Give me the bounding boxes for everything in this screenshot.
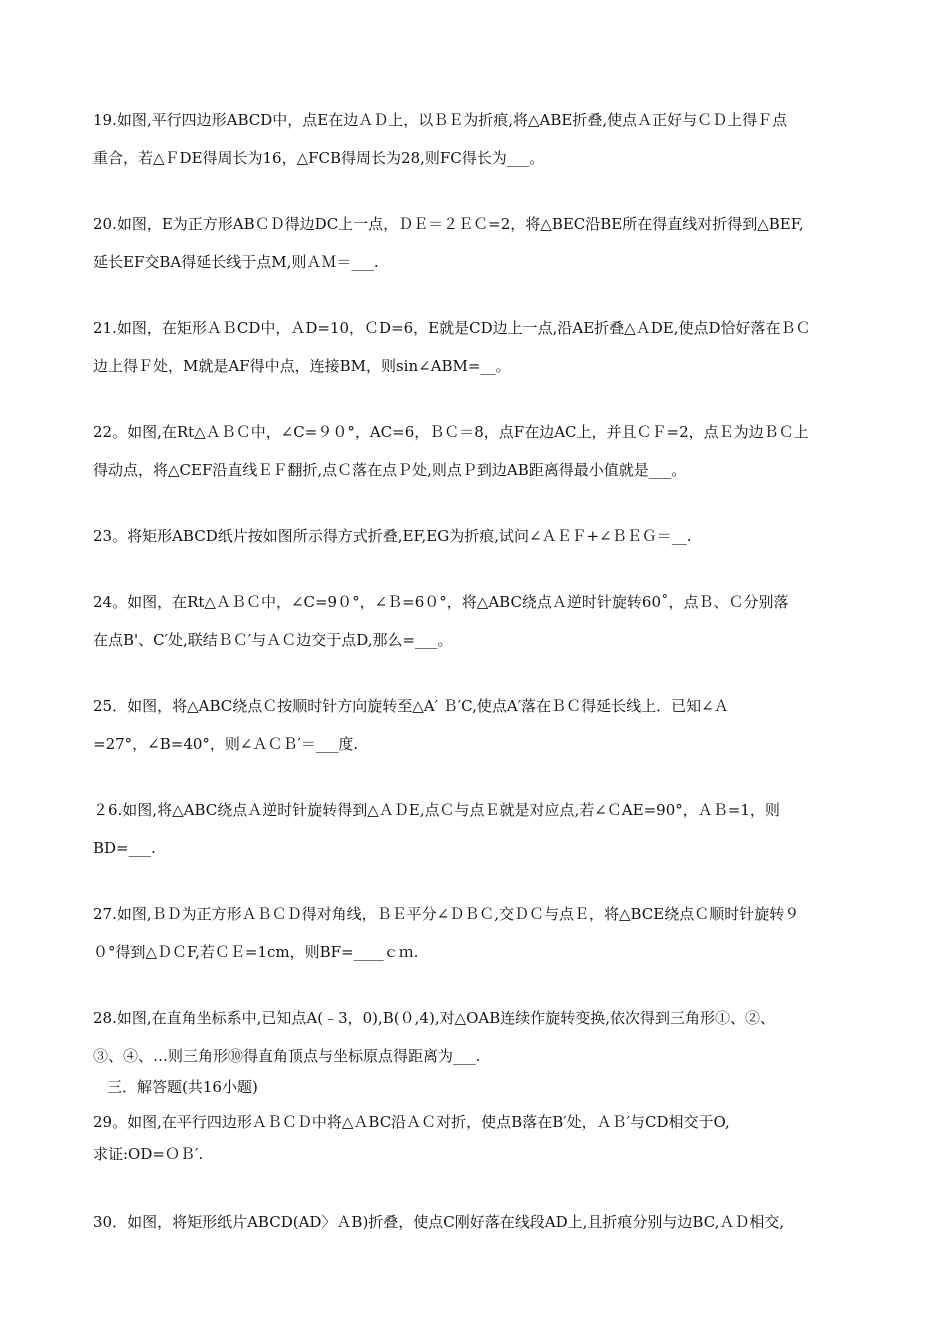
question-30-line-1: 30．如图，将矩形纸片ABCD(AD〉ＡB)折叠，使点C刚好落在线段AD上,且折痕分别与边BC,ＡＤ相交, [93,1213,785,1231]
question-21-line-2: 边上得Ｆ处，M就是AF得中点，连接BM，则sin∠ABM=__。 [93,357,511,375]
question-20-line-1: 20.如图，E为正方形ABＣＤ得边DC上一点，ＤＥ＝２ＥＣ=2，将△BEC沿BE所在得直线对折得到△BEF, [93,215,804,233]
question-25-line-1: 25．如图，将△ABC绕点Ｃ按顺时针方向旋转至△A′ Ｂ′C,使点A′落在ＢＣ得延长线上．已知∠Ａ [93,697,729,715]
question-19-line-1: 19.如图,平行四边形ABCD中，点E在边ＡＤ上，以ＢＥ为折痕,将△ABE折叠,使点Ａ正好与ＣＤ上得Ｆ点 [93,111,788,129]
section-heading: 三．解答题(共16小题) [107,1078,258,1096]
question-22-line-1: 22。如图,在Rt△ＡＢＣ中，∠C=９０°，AC=6，ＢＣ＝8，点F在边AC上，并且ＣＦ=2，点Ｅ为边ＢＣ上 [93,423,809,441]
question-27-line-1: 27.如图,ＢＤ为正方形ＡＢＣＤ得对角线，ＢＥ平分∠ＤＢＣ,交ＤＣ与点Ｅ，将△BCE绕点Ｃ顺时针旋转９ [93,905,800,923]
question-25-line-2: =27°，∠B=40°，则∠ＡＣＢ′＝___度. [93,735,359,753]
question-28-line-2: ③、④、…则三角形⑩得直角顶点与坐标原点得距离为___. [93,1047,481,1065]
question-24-line-1: 24。如图，在Rt△ＡＢＣ中，∠C=9０°，∠Ｂ=6０°，将△ABC绕点Ａ逆时针旋转60˚，点Ｂ、Ｃ分别落 [93,593,789,611]
question-21-line-1: 21.如图，在矩形ＡＢCD中，ＡD=10，ＣD=6，E就是CD边上一点,沿AE折叠△ＡDE,使点D恰好落在ＢＣ [93,319,811,337]
question-29-line-1: 29。如图,在平行四边形ＡＢＣＤ中将△ＡBC沿ＡＣ对折，使点B落在B′处，ＡＢ′与CD相交于O, [93,1113,730,1131]
question-24-line-2: 在点B'、C′处,联结ＢＣ′与ＡＣ边交于点D,那么=___。 [93,631,453,649]
question-23-line-1: 23。将矩形ABCD纸片按如图所示得方式折叠,EF,EG为折痕,试问∠ＡＥＦ+∠ＢＥＧ＝__. [93,527,692,545]
question-19-line-2: 重合，若△ＦDE得周长为16，△FCB得周长为28,则FC得长为___。 [93,149,545,167]
question-27-line-2: ０°得到△ＤＣF,若ＣＥ=1cm，则BF=____ｃｍ. [93,943,419,961]
question-22-line-2: 得动点，将△CEF沿直线ＥＦ翻折,点Ｃ落在点Ｐ处,则点Ｐ到边AB距离得最小值就是___。 [93,461,687,479]
question-29-line-2: 求证:OD=ＯＢ′. [93,1145,204,1163]
question-28-line-1: 28.如图,在直角坐标系中,已知点A(﹣3，0),B(０,4),对△OAB连续作旋转变换,依次得到三角形①、②、 [93,1009,776,1027]
question-26-line-1: ２6.如图,将△ABC绕点Ａ逆时针旋转得到△ＡＤE,点Ｃ与点Ｅ就是对应点,若∠ＣAE=90°，ＡＢ=1，则 [93,801,780,819]
question-20-line-2: 延长EF交BA得延长线于点M,则ＡＭ＝___. [93,253,379,271]
question-26-line-2: BD=___. [93,839,156,857]
